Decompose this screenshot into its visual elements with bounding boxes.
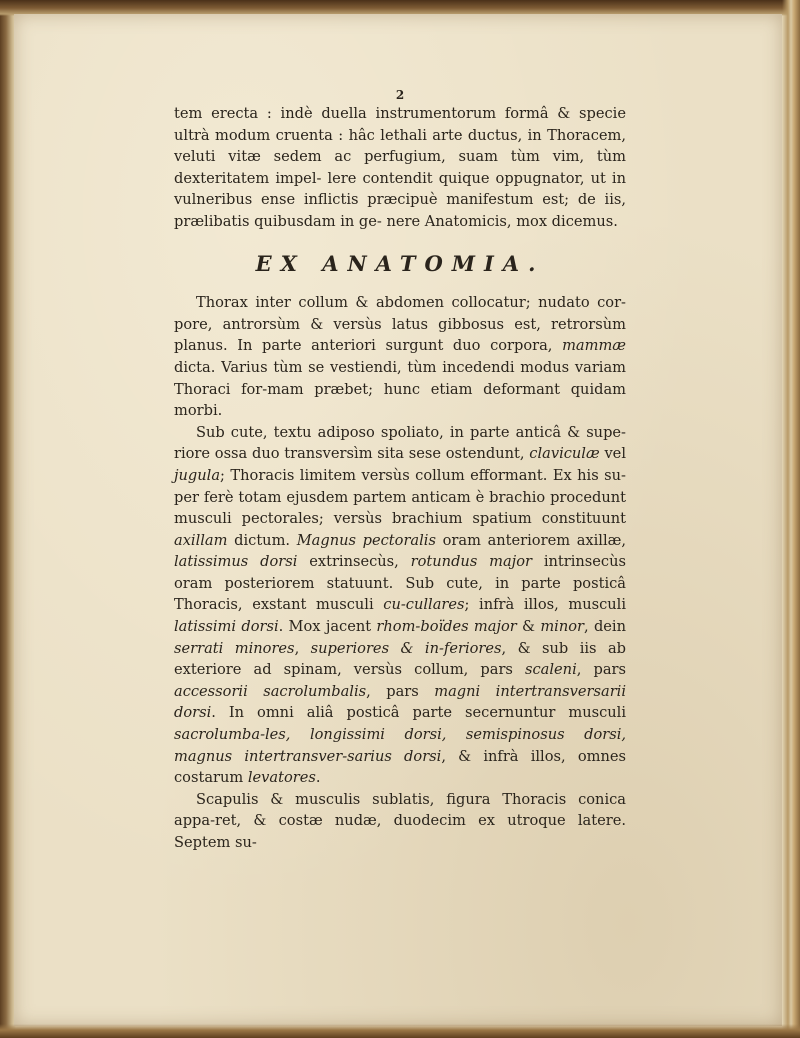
text-run: , [294,639,311,657]
text-run: intrinsecùs oram posteriorem statuunt. Sub cute, in parte posticâ Thoracis, exstant musculi [174,553,626,614]
book-bottom-edge [0,1024,800,1038]
text-run: . In omni aliâ posticâ parte secernuntur musculi [211,704,626,722]
text-run: vel [599,445,626,463]
italic-term: cu-cullares [383,596,465,614]
italic-term: rotundus major [410,553,532,571]
italic-term: minor [540,618,585,636]
italic-term: serrati minores [174,639,295,657]
section-heading: EX ANATOMIA. [255,250,545,276]
text-run: Scapulis & musculis sublatis, figura Thoracis conica appa-ret, & costæ nudæ, duodecim ex utroque latere. Septem su- [174,790,626,851]
italic-term: accessorii sacrolumbalis [174,682,367,700]
italic-term: magni intertransversarii dorsi [174,682,627,722]
paragraph-thorax [174,292,626,422]
italic-term: latissimi dorsi [174,618,279,636]
text-run: . Mox jacent [278,618,377,636]
text-run: dictum. [227,531,297,549]
italic-term: superiores & in-feriores [310,639,502,657]
text-run: & [516,618,541,636]
text-run: . [315,769,321,787]
text-run: , & sub iis ab exteriore ad spinam, versùs collum, pars [174,639,627,679]
text-line: nere Anatomicis, mox dicemus. [386,212,618,230]
book-right-edge [782,0,800,1038]
text-run: oram anteriorem axillæ, [435,531,626,549]
page-number: 2 [395,88,405,102]
text-line: sedem ac perfugium, suam tùm vim, tùm dexteritatem impel- [174,148,627,187]
text-line: lere contendit quique oppugnator, ut in vulneribus ense inflictis [174,169,626,209]
italic-term: latissimus dorsi [174,553,298,571]
paragraph-intro [174,103,626,233]
text-run: Sub cute, textu adiposo spoliato, in parte anticâ & supe-riore ossa duo transversìm sita sese ostendunt, [174,423,626,463]
italic-term: Magnus pectoralis [296,531,436,549]
text-run: , dein [584,618,626,636]
italic-term: axillam [174,531,228,549]
italic-term: rhom-boïdes major [376,618,517,636]
paragraph-ribs [174,789,626,854]
italic-term: claviculæ [529,445,600,463]
paragraph-muscles [174,422,626,789]
text-run: , & infrà illos, omnes costarum [174,747,626,787]
text-run: , pars [576,661,626,679]
italic-term: scaleni [525,661,577,679]
text-line: modum cruenta : hâc lethali arte ductus, in Thoracem, veluti vitæ [174,126,627,166]
italic-term: sacrolumba-les, longissimi dorsi, semispinosus dorsi, magnus intertransver-sarius dorsi [174,726,626,765]
text-run: extrinsecùs, [297,553,411,571]
italic-term: jugula [174,466,221,484]
text-run: , pars [366,682,435,700]
page-text-block [174,88,626,854]
text-run: Thorax inter collum & abdomen collocatur; nudato cor-pore, antrorsùm & versùs latus gibbosus est, retrorsùm planus. In parte anteriori surgunt duo corpora, [174,294,626,355]
italic-term: mammæ [562,337,626,355]
text-run: ; Thoracis limitem versùs collum efformant. Ex his su-per ferè totam ejusdem partem anticam è brachio procedunt musculi pectorales; versùs brachium spatium constituunt [174,466,626,528]
text-run: dicta. Varius tùm se vestiendi, tùm incedendi modus variam Thoraci for-mam præbet; hunc etiam deformant quidam morbi. [174,358,626,420]
text-line: præcipuè manifestum est; de iis, prælibatis quibusdam in ge- [174,191,627,230]
italic-term: levatores [247,769,316,787]
text-line: tem erecta : indè duella instrumentorum formâ & specie ultrà [174,105,626,144]
text-run: ; infrà illos, musculi [464,596,626,614]
